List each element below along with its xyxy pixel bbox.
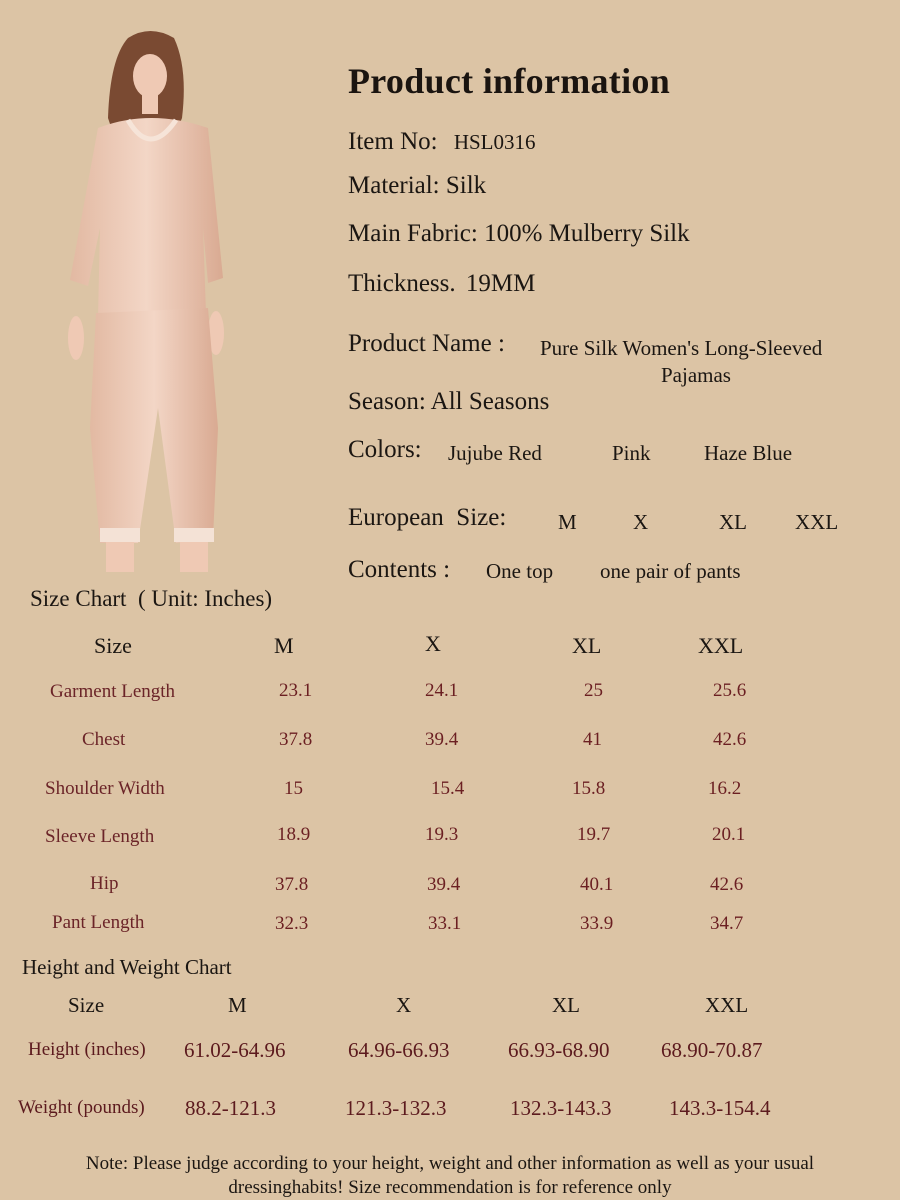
size-cell: 18.9 bbox=[277, 824, 311, 845]
size-chart-header-cell: Size bbox=[94, 633, 132, 658]
hw-header-cell: X bbox=[396, 993, 412, 1017]
size-row-label: Chest bbox=[82, 729, 126, 750]
size-cell: 15.8 bbox=[572, 778, 606, 799]
hw-cell: 132.3-143.3 bbox=[510, 1096, 612, 1120]
size-cell: 34.7 bbox=[710, 913, 744, 934]
item-no-label: Item No: bbox=[348, 128, 438, 155]
size-cell: 23.1 bbox=[279, 680, 313, 701]
european-size: M bbox=[558, 510, 577, 534]
product-name-label: Product Name : bbox=[348, 330, 505, 357]
product-info-title: Product information bbox=[348, 61, 671, 101]
color-option: Pink bbox=[612, 441, 651, 465]
size-cell: 25.6 bbox=[713, 680, 747, 701]
size-note: Note: Please judge according to your height, weight and other information as well as your usual dressinghabits! Size recommendation is for reference only bbox=[85, 1153, 815, 1198]
size-cell: 41 bbox=[583, 729, 602, 750]
hw-header-cell: XL bbox=[552, 993, 580, 1017]
thickness-label: Thickness. bbox=[348, 270, 456, 297]
season: Season: All Seasons bbox=[348, 388, 550, 415]
size-chart-header-cell: X bbox=[425, 631, 441, 656]
size-cell: 15.4 bbox=[431, 778, 465, 799]
size-cell: 33.1 bbox=[428, 913, 462, 934]
size-chart-header-cell: M bbox=[274, 633, 294, 658]
size-cell: 15 bbox=[284, 778, 303, 799]
european-size-label: European Size: bbox=[348, 504, 507, 531]
european-size: XXL bbox=[795, 510, 839, 534]
item-no bbox=[348, 128, 536, 156]
hw-cell: 64.96-66.93 bbox=[348, 1038, 450, 1062]
hw-cell: 61.02-64.96 bbox=[184, 1038, 286, 1062]
hw-cell: 66.93-68.90 bbox=[508, 1038, 610, 1062]
hw-row-label: Weight (pounds) bbox=[18, 1097, 145, 1118]
size-cell: 32.3 bbox=[275, 913, 309, 934]
size-row-label: Garment Length bbox=[50, 681, 176, 702]
size-cell: 25 bbox=[584, 680, 603, 701]
product-name-line2: Pajamas bbox=[661, 363, 731, 387]
colors-label: Colors: bbox=[348, 436, 422, 463]
hw-row-label: Height (inches) bbox=[28, 1039, 146, 1060]
thickness bbox=[348, 270, 535, 298]
hw-cell: 68.90-70.87 bbox=[661, 1038, 763, 1062]
size-cell: 40.1 bbox=[580, 874, 614, 895]
size-cell: 37.8 bbox=[279, 729, 313, 750]
size-chart-header-cell: XL bbox=[572, 633, 602, 658]
contents-label: Contents : bbox=[348, 556, 451, 583]
color-option: Jujube Red bbox=[448, 441, 542, 465]
size-chart-title: Size Chart ( Unit: Inches) bbox=[30, 586, 273, 611]
hw-header-cell: Size bbox=[68, 993, 105, 1017]
size-cell: 39.4 bbox=[425, 729, 459, 750]
size-row-label: Shoulder Width bbox=[45, 778, 165, 799]
european-size: X bbox=[633, 510, 649, 534]
size-cell: 19.3 bbox=[425, 824, 459, 845]
size-chart-header-cell: XXL bbox=[698, 633, 744, 658]
size-row-label: Hip bbox=[90, 873, 119, 894]
size-row-label: Sleeve Length bbox=[45, 826, 155, 847]
hw-cell: 143.3-154.4 bbox=[669, 1096, 771, 1120]
height-weight-title: Height and Weight Chart bbox=[22, 955, 232, 979]
size-cell: 19.7 bbox=[577, 824, 611, 845]
color-option: Haze Blue bbox=[704, 441, 793, 465]
thickness-value: 19MM bbox=[465, 270, 536, 297]
size-cell: 24.1 bbox=[425, 680, 459, 701]
european-size: XL bbox=[719, 510, 747, 534]
size-cell: 39.4 bbox=[427, 874, 461, 895]
main-fabric: Main Fabric: 100% Mulberry Silk bbox=[348, 220, 690, 247]
hw-header-cell: XXL bbox=[705, 993, 749, 1017]
size-cell: 37.8 bbox=[275, 874, 309, 895]
size-cell: 42.6 bbox=[713, 729, 747, 750]
contents-item: one pair of pants bbox=[600, 559, 741, 583]
size-cell: 33.9 bbox=[580, 913, 614, 934]
product-name-line1: Pure Silk Women's Long-Sleeved bbox=[540, 336, 823, 360]
size-cell: 20.1 bbox=[712, 824, 746, 845]
size-cell: 42.6 bbox=[710, 874, 744, 895]
material: Material: Silk bbox=[348, 172, 487, 199]
size-row-label: Pant Length bbox=[52, 912, 145, 933]
hw-header-cell: M bbox=[228, 993, 247, 1017]
item-no-value: HSL0316 bbox=[453, 130, 536, 154]
product-photo bbox=[58, 28, 240, 576]
hw-cell: 88.2-121.3 bbox=[185, 1096, 276, 1120]
contents-item: One top bbox=[486, 559, 554, 583]
hw-cell: 121.3-132.3 bbox=[345, 1096, 447, 1120]
size-cell: 16.2 bbox=[708, 778, 742, 799]
